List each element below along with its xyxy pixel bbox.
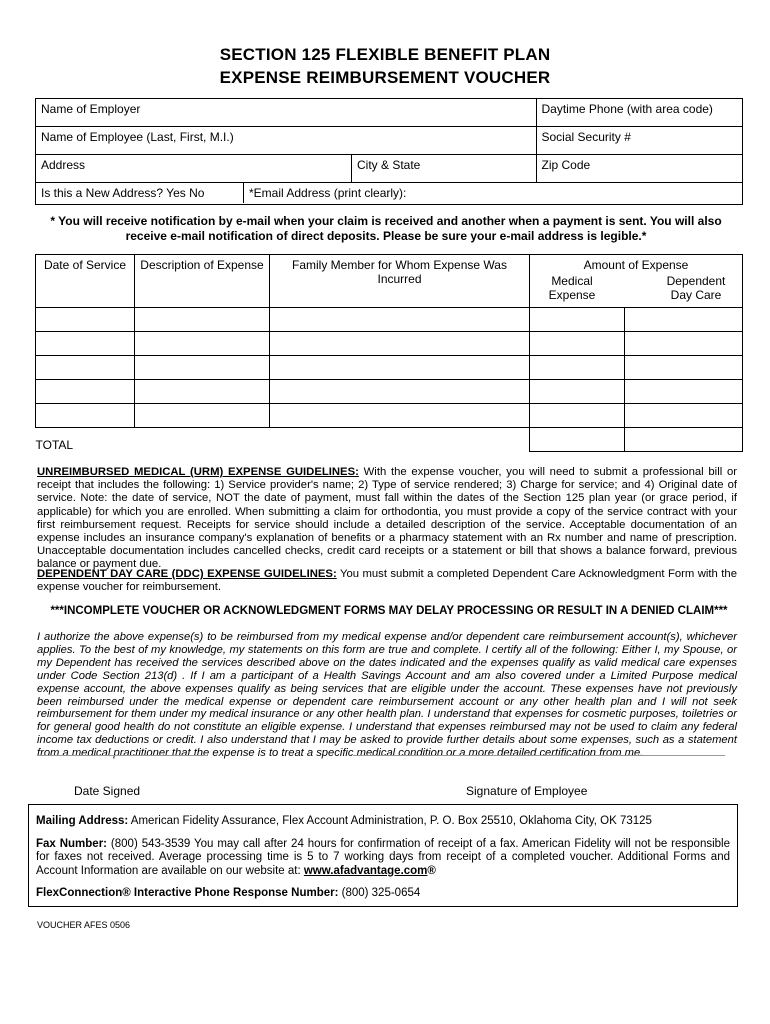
date-of-service-header: Date of Service	[36, 255, 135, 308]
total-dependent-cell[interactable]	[625, 428, 743, 452]
ddc-heading: DEPENDENT DAY CARE (DDC) EXPENSE GUIDELINES:	[37, 568, 337, 580]
table-row	[36, 308, 743, 332]
form-subtitle: EXPENSE REIMBURSEMENT VOUCHER	[219, 68, 551, 87]
family-member-header: Family Member for Whom Expense Was Incurred	[270, 255, 530, 308]
signature-label: Signature of Employee	[466, 784, 588, 798]
website-suffix: ®	[427, 864, 436, 877]
authorization-statement: I authorize the above expense(s) to be reimbursed from my medical expense and/or dependent care reimbursement account(s), whichever applies. To the best of my knowledge, my statements on this form are true and complete. I certify all of the following: Either I, my Spouse, or my Dependent has received the services described above on the dates indicated and the expenses qualify as valid medical care expenses under Code Section 213(d) . If I am a participant of a Health Savings Account and am also covered under a Limited Purpose medical expense account, the above expenses qualify as being services that are eligible under the account. These expenses have not previously been reimbursed under the medical expense or dependent care reimbursement account or any other health plan and I will not seek reimbursement for them under my medical insurance or any other health plan. I understand that expenses for cosmetic purposes, toiletries or for general good health do not constitute an eligible expense. I understand that expenses reimbursed may not be used to claim any federal income tax deductions or credit. I also understand that I may be asked to provide further details about some expenses, such as a statement from a medical practitioner that the expense is to treat a specific medical condition or a more detailed certification from me.	[37, 631, 737, 760]
ddc-guidelines	[37, 568, 737, 594]
employee-info-table	[35, 98, 743, 205]
zip-field[interactable]: Zip Code	[536, 155, 743, 183]
flexconnection-number: (800) 325-0654	[338, 887, 421, 899]
amount-of-expense-label: Amount of Expense	[583, 258, 689, 272]
flexconnection-label: FlexConnection® Interactive Phone Response Number:	[36, 887, 339, 899]
table-row	[36, 356, 743, 380]
daytime-phone-field[interactable]: Daytime Phone (with area code)	[536, 99, 743, 127]
table-row	[36, 404, 743, 428]
medical-expense-label: Medical Expense	[548, 274, 596, 302]
total-label: TOTAL	[36, 428, 530, 452]
delay-warning: ***INCOMPLETE VOUCHER OR ACKNOWLEDGMENT FORMS MAY DELAY PROCESSING OR RESULT IN A DENIED CLAIM***	[50, 605, 728, 617]
total-row	[36, 428, 743, 452]
address-field[interactable]: Address	[36, 155, 352, 183]
form-title: SECTION 125 FLEXIBLE BENEFIT PLAN	[219, 45, 551, 64]
description-header: Description of Expense	[135, 255, 270, 308]
employee-name-field[interactable]: Name of Employee (Last, First, M.I.)	[36, 127, 537, 155]
fax-label: Fax Number:	[36, 837, 108, 850]
date-signed-label: Date Signed	[74, 784, 141, 798]
expense-table	[35, 254, 743, 452]
ssn-field[interactable]: Social Security #	[536, 127, 743, 155]
form-code: VOUCHER AFES 0506	[37, 920, 131, 930]
urm-text: With the expense voucher, you will need to submit a professional bill or receipt that includes the following: 1) Service provider's name; 2) Type of service rendered; 3) Charge for service; and 4) Original date of service. Note: the date of service, NOT the date of payment, must fall within the dates of the Section 125 plan year (or grace period, if applicable) for which you are enrolled. When submitting a claim for orthodontia, you must provide a copy of the service contract with your first reimbursement request. Receipts for service should include a detailed description of the service. Acceptable documentation of an expense includes an insurance company's explanation of benefits or a pharmacy statement with an Rx number and name of prescription. Unacceptable documentation includes cancelled checks, credit card receipts or a statement or bill that shows a balance forward, previous balance or payment due.	[37, 466, 737, 571]
city-state-field[interactable]: City & State	[352, 155, 537, 183]
urm-guidelines	[37, 466, 737, 572]
table-row	[36, 332, 743, 356]
email-field[interactable]: *Email Address (print clearly):	[249, 186, 407, 200]
mailing-address-label: Mailing Address:	[36, 815, 129, 827]
email-notification: * You will receive notification by e-mail when your claim is received and another when a payment is sent. You will also receive e-mail notification of direct deposits. Please be sure your e-mail address is legible.*	[50, 214, 722, 243]
website-link[interactable]: www.afadvantage.com	[303, 864, 428, 877]
dependent-day-care-label: Dependent Day Care	[666, 274, 726, 302]
urm-heading: UNREIMBURSED MEDICAL (URM) EXPENSE GUIDELINES:	[37, 466, 359, 478]
fax-text: (800) 543-3539 You may call after 24 hours for confirmation of receipt of a fax. American Fidelity will not be responsible for faxes not received. Average processing time is 5 to 7 working days from receipt of a completed voucher. Additional Forms and Account Information are available on our website at:	[36, 837, 730, 877]
table-row	[36, 380, 743, 404]
amount-header	[530, 255, 743, 308]
ddc-text: You must submit a completed Dependent Care Acknowledgment Form with the expense voucher for reimbursement.	[37, 568, 737, 594]
new-address-question[interactable]: Is this a New Address? Yes No	[36, 183, 244, 203]
signature-line[interactable]	[353, 755, 725, 756]
mailing-address-text: American Fidelity Assurance, Flex Account Administration, P. O. Box 25510, Oklahoma City, OK 73125	[128, 815, 652, 827]
date-signed-line[interactable]	[37, 755, 207, 756]
mailing-info-box	[28, 804, 738, 907]
employer-field[interactable]: Name of Employer	[36, 99, 537, 127]
total-medical-cell[interactable]	[530, 428, 625, 452]
